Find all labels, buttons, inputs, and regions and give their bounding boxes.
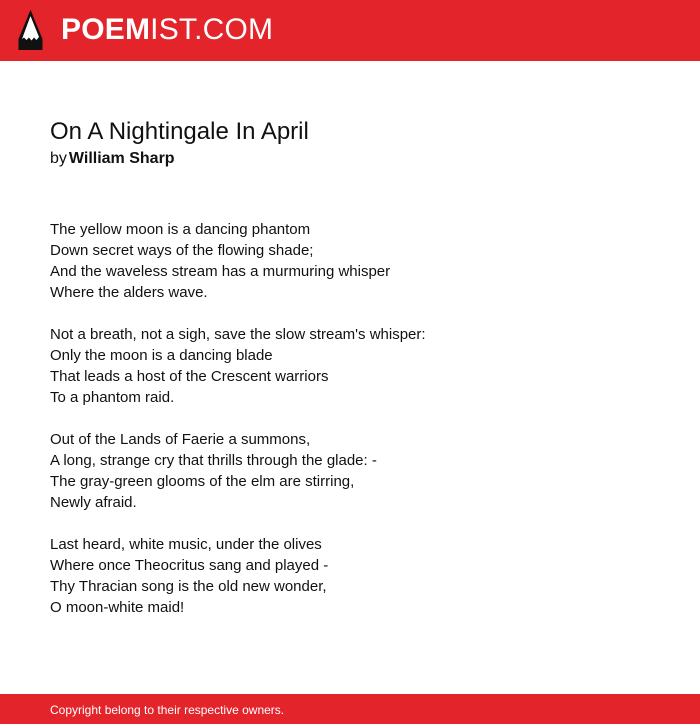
poem-line: A long, strange cry that thrills through the glade: -	[50, 452, 377, 469]
poem-line: And the waveless stream has a murmuring whisper	[50, 263, 391, 280]
stanza	[50, 219, 650, 303]
brand-light-text: IST.COM	[150, 13, 274, 46]
site-header	[0, 0, 700, 61]
poem-line: The yellow moon is a dancing phantom	[50, 221, 311, 238]
poem-line: Down secret ways of the flowing shade;	[50, 242, 314, 259]
poem-line: Out of the Lands of Faerie a summons,	[50, 431, 311, 448]
copyright-text: Copyright belong to their respective owners.	[50, 703, 285, 717]
pencil-tip-icon[interactable]	[18, 9, 43, 51]
poem-line: Thy Thracian song is the old new wonder,	[50, 578, 327, 595]
poem-line: Only the moon is a dancing blade	[50, 347, 273, 364]
stanza	[50, 429, 650, 513]
poem-line: Where once Theocritus sang and played -	[50, 557, 329, 574]
brand-bold-text: POEM	[61, 13, 151, 46]
poem-line: That leads a host of the Crescent warriors	[50, 368, 329, 385]
poem-line: Where the alders wave.	[50, 284, 208, 301]
by-label: by	[50, 150, 67, 167]
author-name: William Sharp	[68, 150, 175, 167]
stanza	[50, 534, 650, 618]
poem-line: Last heard, white music, under the olives	[50, 536, 322, 553]
poem-line: The gray-green glooms of the elm are stirring,	[50, 473, 355, 490]
site-brand[interactable]	[61, 10, 273, 50]
site-footer	[0, 694, 700, 724]
poem-body	[50, 219, 650, 639]
stanza	[50, 324, 650, 408]
poem-line: To a phantom raid.	[50, 389, 175, 406]
poem-title: On A Nightingale In April	[50, 118, 309, 145]
byline	[50, 148, 175, 170]
poem-line: Not a breath, not a sigh, save the slow stream's whisper:	[50, 326, 426, 343]
poem-line: Newly afraid.	[50, 494, 137, 511]
poem-line: O moon-white maid!	[50, 599, 185, 616]
